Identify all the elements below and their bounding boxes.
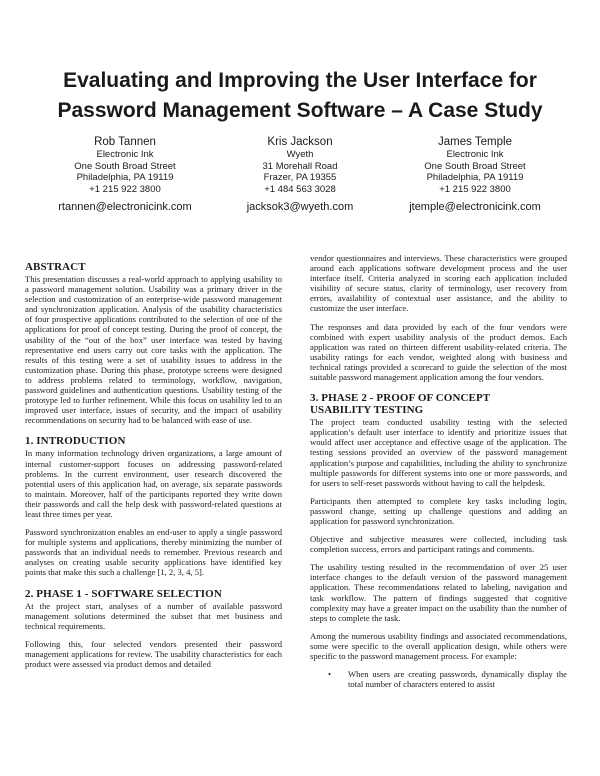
phase1-heading: 2. PHASE 1 - SOFTWARE SELECTION [25,587,222,600]
phase2-heading [310,392,567,416]
author-1 [40,135,210,213]
author-2 [215,135,385,213]
abstract-text: This presentation discusses a real-world approach to applying usability to a password management solution. Usability was a primary driver in the selection and customization of an enterprise-wide password management and synchronization application. Analysis of the usability characteristics of four prospective applications contributed to the selection of one of the applications for proof of concept testing. During the proof of concept, the usability of the “out of the box” user interface was tested by having representative end users carry out core tasks with the application. The results of this testing were a set of usability issues to address in the customization phase. During this phase, prototype screens were designed to address problems related to terminology, workflow, navigation, password guidelines and authentication questions. Usability testing of the prototype led to further refinement. While this focus on usability led to an improved user interface, issues of security, and the impact of usability recommendations on security had to be balanced with ease of use. [25,274,282,426]
author-street: 31 Morehall Road [262,160,338,172]
author-city: Frazer, PA 19355 [263,172,337,183]
author-phone: +1 484 563 3028 [264,183,336,195]
bullet-text: When users are creating passwords, dynamically display the total number of characters entered to assist [348,669,567,690]
phase2-heading-line-1: 3. PHASE 2 - PROOF OF CONCEPT [310,392,491,405]
author-name: Rob Tannen [94,136,156,148]
introduction-heading: 1. INTRODUCTION [25,435,126,448]
paragraph: Objective and subjective measures were collected, including task completion success, errors and participant ratings and comments. [310,534,567,555]
title-line-1: Evaluating and Improving the User Interface for [63,69,537,92]
bullet-item [328,669,567,689]
paragraph: In many information technology driven organizations, a large amount of internal customer-support focuses on addressing password-related problems. In the current environment, user research discovered the potential users of this application had, on average, six separate passwords to maintain. Moreover, half of the participants reported they write down their passwords and call the help desk with password-related questions at least three times per year. [25,448,282,519]
author-city: Philadelphia, PA 19119 [426,172,524,183]
title-line-2: Password Management Software – A Case Study [57,99,543,122]
author-phone: +1 215 922 3800 [89,183,161,195]
author-email: jacksok3@wyeth.com [246,201,354,213]
author-org: Electronic Ink [446,149,504,160]
paragraph: Among the numerous usability findings and associated recommendations, some were specific to the overall application design, while others were specific to the password management process. For example: [310,630,567,661]
right-column [310,253,567,689]
paragraph: Password synchronization enables an end-user to apply a single password for multiple systems and applications, thereby minimizing the number of passwords that an individual needs to remember. Previous research and analyses on creating usable security applications have identified key points that make this such a challenge [1, 2, 3, 4, 5]. [25,527,282,578]
paragraph: vendor questionnaires and interviews. These characteristics were grouped around each applications software development process and the user interface itself. Criteria analyzed in scoring each application included visibility of secure status, clarity of terminology, user recovery from errors, availability of contextual user assistance, and the ability to customize the user interface. [310,253,567,314]
author-street: One South Broad Street [74,160,176,172]
author-name: James Temple [438,136,512,148]
author-org: Wyeth [286,149,314,160]
paper-title [40,66,560,126]
left-column [25,261,282,677]
author-block [40,135,560,213]
abstract-heading: ABSTRACT [25,261,86,273]
paragraph: The responses and data provided by each of the four vendors were combined with expert usability analysis of the product demos. Each application was rated on thirteen different usability-related criteria. The usability ratings for each vendor, weighted along with business and technical ratings provided a scorecard to guide the selection of the most suitable password management application among the four vendors. [310,321,567,383]
paragraph: At the project start, analyses of a number of available password management solutions determined the subset that met business and technical requirements. [25,600,282,631]
author-email: rtannen@electronicink.com [58,201,192,213]
author-org: Electronic Ink [96,149,154,160]
paragraph: The project team conducted usability testing with the selected application’s default user interface to identify and prioritize issues that would affect user acceptance and effective usage of the application. The testing sessions provided an overview of the password management application’s purpose and capabilities, including the ability to synchronize multiple passwords for different systems into one or more passwords, and for users to self-reset passwords without having to call the helpdesk. [310,417,567,488]
bullet-icon: • [328,669,332,680]
paragraph: The usability testing resulted in the recommendation of over 25 user interface changes to the default version of the password management application. These recommendations related to labeling, navigation and task workflow. The pattern of findings suggested that cognitive complexity may have a greater impact on the usability than the number of steps to complete the task. [310,562,567,623]
paragraph: Following this, four selected vendors presented their password management applications for review. The usability characteristics for each product were assessed via product demos and detailed [25,638,282,669]
paragraph: Participants then attempted to complete key tasks including login, password change, setting up challenge questions and adding an application for password synchronization. [310,495,567,526]
author-email: jtemple@electronicink.com [409,201,541,213]
author-3 [390,135,560,213]
author-phone: +1 215 922 3800 [439,183,511,195]
author-name: Kris Jackson [267,136,333,148]
author-city: Philadelphia, PA 19119 [76,172,174,183]
author-street: One South Broad Street [424,160,526,172]
phase2-heading-line-2: USABILITY TESTING [310,404,424,417]
